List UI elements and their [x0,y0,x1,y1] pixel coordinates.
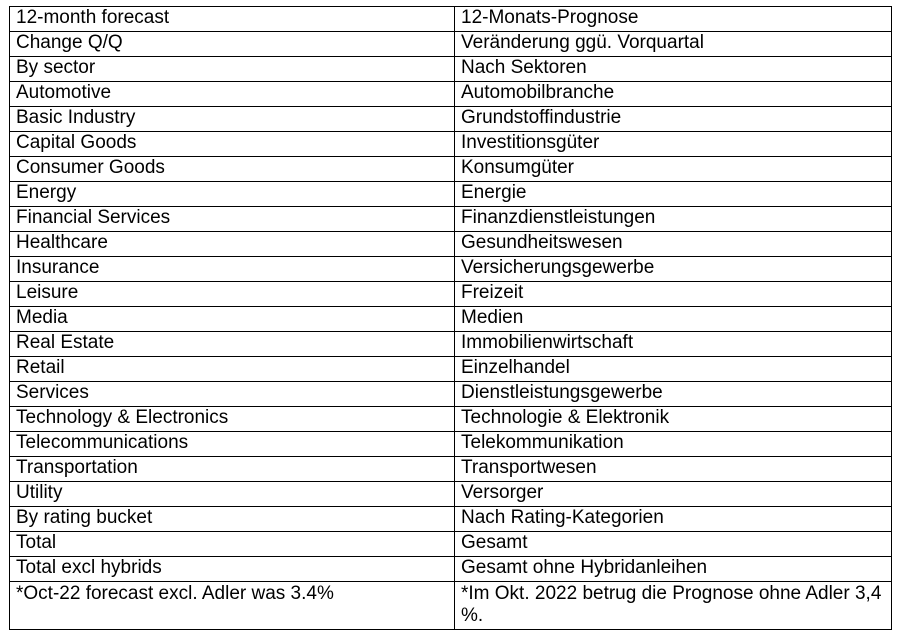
table-row [10,507,892,532]
english-term: Retail [10,357,455,382]
german-term: Investitionsgüter [455,132,892,157]
english-term: Capital Goods [10,132,455,157]
german-term: Nach Sektoren [455,57,892,82]
table-row [10,307,892,332]
table-row [10,457,892,482]
table-row [10,482,892,507]
footnote-row [10,582,892,630]
german-term: Immobilienwirtschaft [455,332,892,357]
english-term: Utility [10,482,455,507]
english-term: Total [10,532,455,557]
table-row [10,282,892,307]
german-term: Veränderung ggü. Vorquartal [455,32,892,57]
english-term: 12-month forecast [10,7,455,32]
english-term: Automotive [10,82,455,107]
german-term: Transportwesen [455,457,892,482]
english-term: Services [10,382,455,407]
english-term: Media [10,307,455,332]
english-term: Healthcare [10,232,455,257]
table-row [10,32,892,57]
german-term: Energie [455,182,892,207]
footnote-english: *Oct-22 forecast excl. Adler was 3.4% [10,582,455,630]
german-term: Grundstoffindustrie [455,107,892,132]
table-row [10,557,892,582]
german-term: Automobilbranche [455,82,892,107]
german-term: 12-Monats-Prognose [455,7,892,32]
german-term: Medien [455,307,892,332]
german-term: Gesamt [455,532,892,557]
english-term: Transportation [10,457,455,482]
german-term: Gesundheitswesen [455,232,892,257]
table-row [10,157,892,182]
english-term: Change Q/Q [10,32,455,57]
table-row [10,357,892,382]
english-term: By sector [10,57,455,82]
table-row [10,207,892,232]
english-term: Real Estate [10,332,455,357]
english-term: Technology & Electronics [10,407,455,432]
table-row [10,132,892,157]
table-row [10,332,892,357]
table-row [10,257,892,282]
english-term: Consumer Goods [10,157,455,182]
english-term: Insurance [10,257,455,282]
table-row [10,407,892,432]
german-term: Konsumgüter [455,157,892,182]
english-term: Energy [10,182,455,207]
german-term: Technologie & Elektronik [455,407,892,432]
english-term: Telecommunications [10,432,455,457]
english-term: Financial Services [10,207,455,232]
table-row [10,182,892,207]
table-row [10,82,892,107]
german-term: Gesamt ohne Hybridanleihen [455,557,892,582]
german-term: Finanzdienstleistungen [455,207,892,232]
table-row [10,107,892,132]
german-term: Einzelhandel [455,357,892,382]
table-row [10,382,892,407]
footnote-german: *Im Okt. 2022 betrug die Prognose ohne Adler 3,4 %. [455,582,892,630]
english-term: By rating bucket [10,507,455,532]
english-term: Basic Industry [10,107,455,132]
german-term: Dienstleistungsgewerbe [455,382,892,407]
translation-table-body [10,7,892,630]
german-term: Nach Rating-Kategorien [455,507,892,532]
table-row [10,532,892,557]
german-term: Versorger [455,482,892,507]
translation-table [9,6,892,630]
german-term: Telekommunikation [455,432,892,457]
english-term: Total excl hybrids [10,557,455,582]
german-term: Versicherungsgewerbe [455,257,892,282]
table-row [10,7,892,32]
english-term: Leisure [10,282,455,307]
table-row [10,232,892,257]
table-row [10,57,892,82]
german-term: Freizeit [455,282,892,307]
table-row [10,432,892,457]
